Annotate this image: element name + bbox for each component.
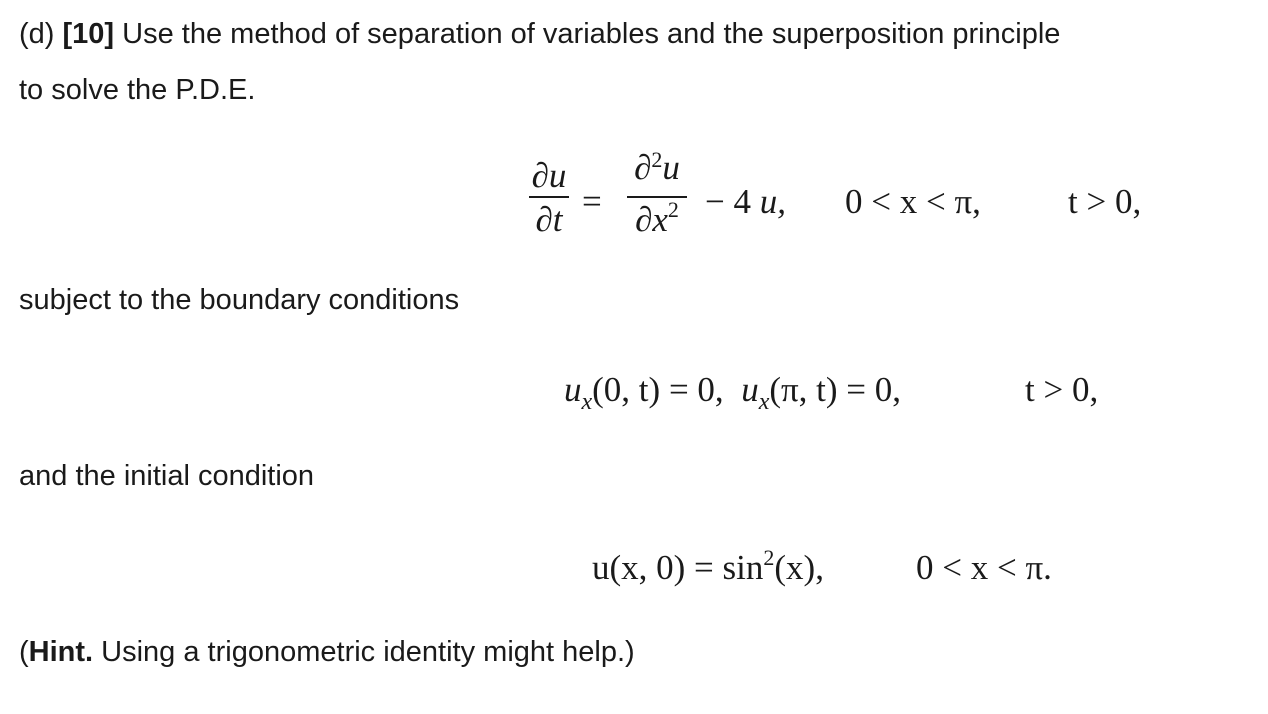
pde-domain: 0 < x < π, [845, 182, 981, 221]
hint-text: Using a trigonometric identity might help.) [93, 636, 635, 668]
initial-text: and the initial condition [19, 460, 315, 492]
bc1-sub-x: x [581, 389, 593, 415]
rhs-num-partial: ∂ [634, 148, 652, 187]
bc1-args: (0, t) = 0, [592, 370, 724, 409]
hint-paren: ( [19, 636, 29, 668]
pde-time: t > 0, [1068, 182, 1142, 221]
pde-minus-term [705, 184, 786, 219]
bc2-sub-x: x [758, 389, 770, 415]
problem-intro-line2: to solve the P.D.E. [19, 74, 256, 106]
hint [19, 638, 635, 667]
bc1-u: u [564, 370, 582, 409]
lhs-numerator: ∂u [531, 156, 567, 195]
part-label: (d) [19, 18, 55, 50]
pde-equals: = [582, 182, 602, 221]
boundary-text: subject to the boundary conditions [19, 284, 460, 316]
points-label: [10] [62, 18, 115, 50]
initial-arg: (x), [774, 548, 824, 587]
rhs-den-power: 2 [667, 197, 679, 222]
boundary-time: t > 0, [1025, 370, 1099, 409]
bc2-args: (π, t) = 0, [769, 370, 902, 409]
minus-four: − 4 [705, 182, 751, 221]
initial-lhs: u(x, 0) = sin [592, 548, 764, 587]
rhs-numerator [626, 147, 688, 196]
lhs-fraction [528, 158, 570, 237]
rhs-num-power: 2 [651, 147, 663, 172]
hint-label: Hint. [28, 636, 94, 668]
boundary-equation [564, 370, 902, 415]
rhs-num-u: u [662, 148, 680, 187]
rhs-fraction [626, 147, 688, 239]
rhs-denominator [626, 198, 688, 237]
initial-domain: 0 < x < π. [916, 548, 1052, 587]
initial-power: 2 [763, 545, 775, 570]
intro-text: Use the method of separation of variables and the superposition principle [122, 18, 1061, 50]
initial-equation [592, 545, 824, 587]
lhs-denominator: ∂t [535, 200, 563, 239]
bc2-u: u [741, 370, 759, 409]
problem-intro-line1 [19, 20, 1060, 49]
minus-u: u, [759, 182, 786, 221]
rhs-den-dx: ∂x [635, 200, 668, 239]
